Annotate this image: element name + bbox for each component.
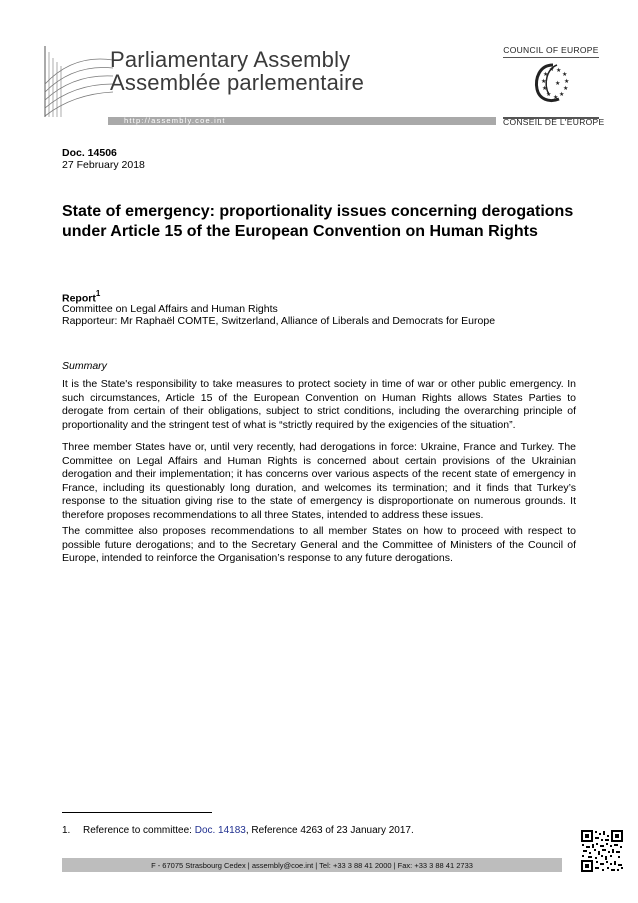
coe-top-divider: [503, 57, 599, 58]
footnote-text: [83, 825, 414, 836]
svg-text:★: ★: [563, 85, 569, 92]
svg-text:★: ★: [559, 91, 565, 98]
committee-name: Committee on Legal Affairs and Human Rights: [62, 303, 278, 315]
rapporteur-line: Rapporteur: Mr Raphaël COMTE, Switzerland, Alliance of Liberals and Democrats for Europe: [62, 315, 496, 327]
summary-heading: Summary: [62, 360, 107, 372]
svg-text:★: ★: [553, 94, 559, 101]
summary-paragraph-1: It is the State's responsibility to take measures to protect society in time of war or other public emergency. In such circumstances, Article 15 of the European Convention on Human Rights allows States Parties to derogate from certain of their obligations, subject to strict conditions, including the overarching principle of proportionality and the stringent test of what is “strictly required by the exigencies of the situation”.: [62, 378, 576, 431]
document-title: State of emergency: proportionality issues concerning derogations under Article 15 of the European Convention on Human Rights: [62, 203, 574, 240]
pace-lines-logo-icon: [43, 44, 118, 118]
footnote-prefix: Reference to committee:: [83, 825, 195, 836]
summary-paragraph-3: The committee also proposes recommendations to all member States on how to proceed with respect to possible future derogations; and to the Secretary General and the Committee of Ministers of the Council of Europe, intended to reinforce the Organisation’s response to any future derogations.: [62, 525, 576, 564]
svg-text:★: ★: [546, 91, 552, 98]
footer-contact-info: F - 67075 Strasbourg Cedex | assembly@coe.int | Tel: +33 3 88 41 2000 | Fax: +33 3 88 41 2733: [151, 861, 473, 870]
summary-paragraph-2: Three member States have or, until very recently, had derogations in force: Ukraine, France and Turkey. The Committee on Legal Affairs and Human Rights is concerned about certain provisions of the Ukrainian derogation and their implementation; it has concerns over various aspects of the recent state of emergency in France, including its questionably long duration, and welcomes its termination; and it finds that Turkey’s response to the situation giving rise to the state of emergency is disproportionate on numerous grounds. It therefore proposes recommendations to all three States, intended to address these issues.: [62, 441, 576, 521]
svg-text:★: ★: [556, 67, 562, 74]
footnote-suffix: , Reference 4263 of 23 January 2017.: [245, 825, 414, 836]
assembly-url-link[interactable]: http://assembly.coe.int: [124, 116, 226, 125]
svg-text:★: ★: [541, 78, 547, 85]
svg-text:★: ★: [564, 78, 570, 85]
report-footnote-marker[interactable]: 1: [95, 289, 101, 298]
coe-label-en: COUNCIL OF EUROPE: [503, 45, 599, 55]
qr-code-icon: [580, 829, 624, 873]
coe-label-fr: CONSEIL DE L'EUROPE: [503, 117, 605, 127]
document-date: 27 February 2018: [62, 159, 145, 171]
svg-text:★: ★: [555, 80, 561, 87]
document-number: Doc. 14506: [62, 147, 117, 159]
assembly-name-en: Parliamentary Assembly: [110, 47, 351, 72]
council-of-europe-emblem-icon: [531, 61, 571, 105]
svg-text:★: ★: [549, 66, 555, 73]
report-label-text: Report: [62, 292, 96, 305]
footnote-number: 1.: [62, 825, 71, 836]
svg-text:★: ★: [543, 71, 549, 78]
committee-reference-link[interactable]: Doc. 14183: [194, 825, 246, 836]
footnote-divider: [62, 812, 212, 813]
svg-text:★: ★: [562, 71, 568, 78]
assembly-name-fr: Assemblée parlementaire: [110, 70, 365, 95]
svg-text:★: ★: [542, 85, 548, 92]
